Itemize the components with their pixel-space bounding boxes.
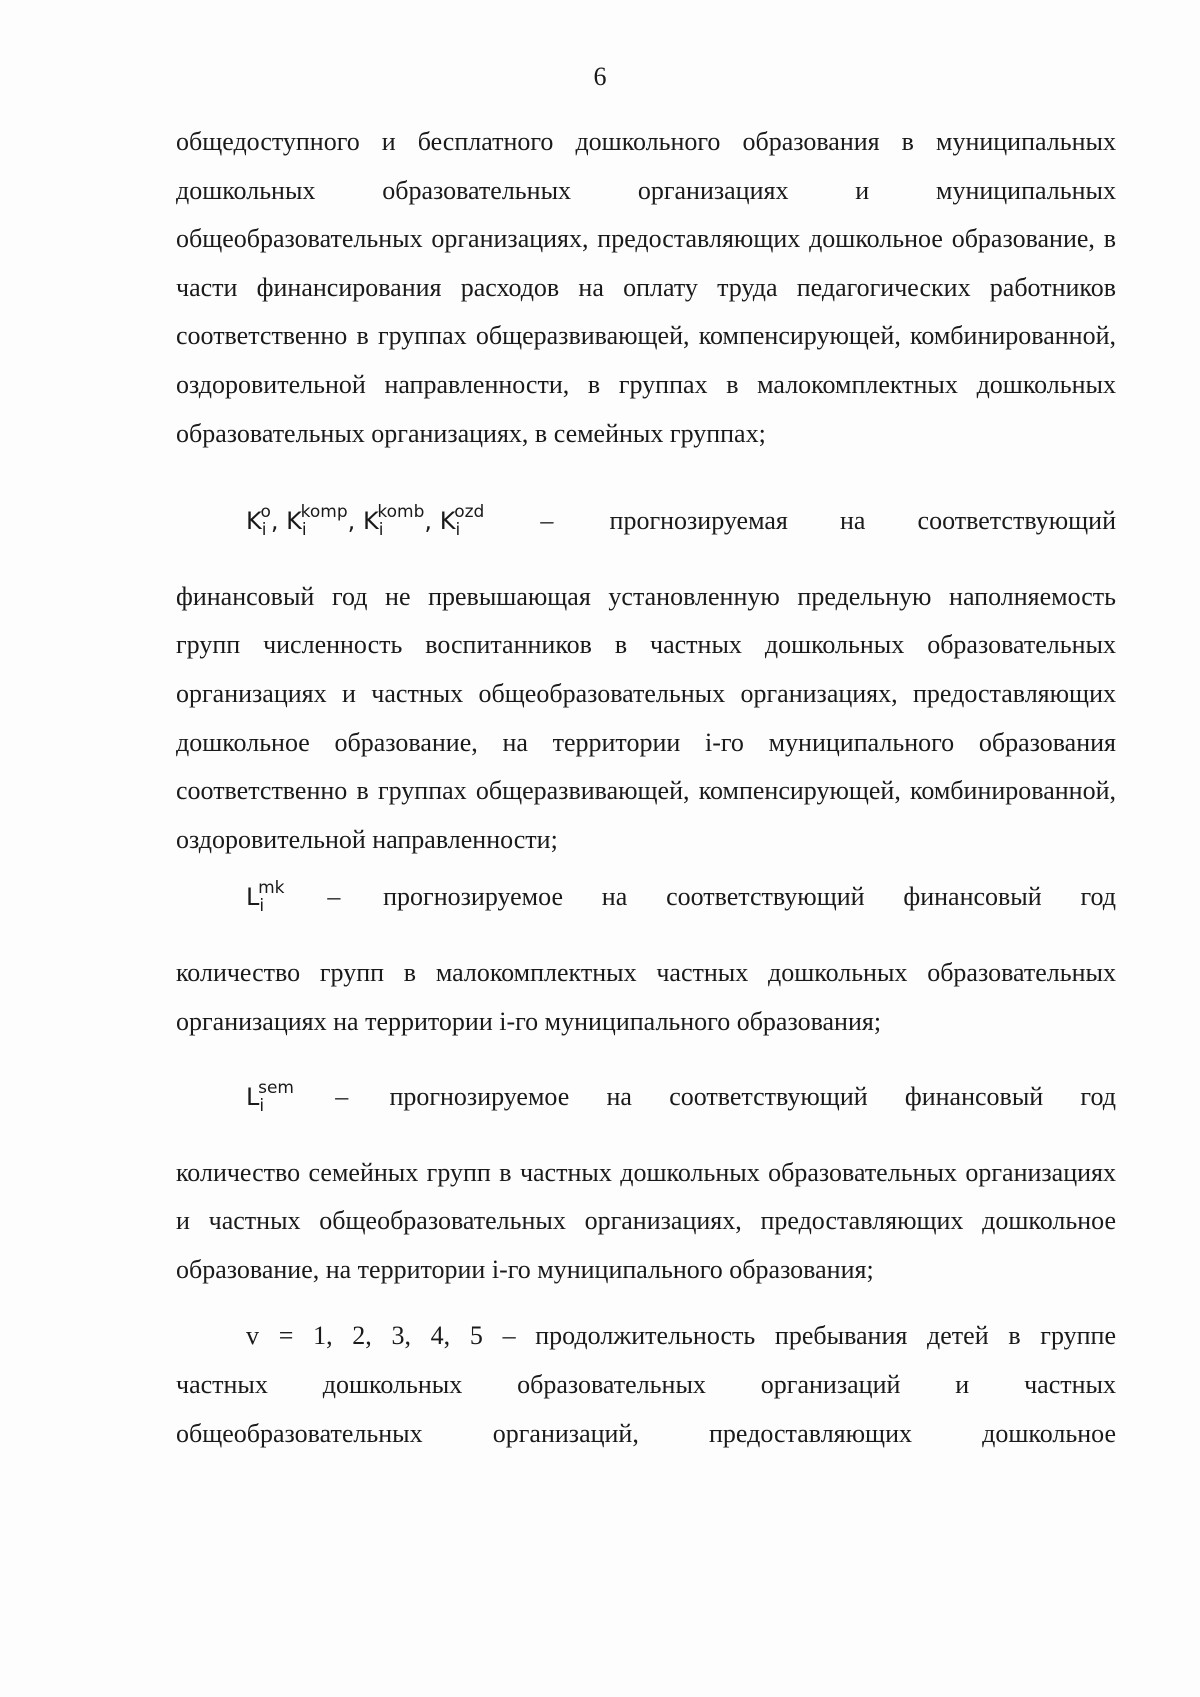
k-letter-komp: K: [286, 507, 302, 536]
sub-i: i: [378, 520, 384, 541]
symbol-k-group: [246, 488, 484, 555]
paragraph-v-definition: частных дошкольных образовательных организаций и частных общеобразовательных организаций, предоставляющих дошкольное: [176, 1370, 1116, 1448]
sub-i: i: [259, 896, 265, 917]
paragraph-lsem-definition: количество семейных групп в частных дошкольных образовательных организациях и частных общеобразовательных организациях, предоставляющих дошкольное образование, на территории i-го муниципального образования;: [176, 1157, 1116, 1284]
comma: ,: [424, 507, 433, 536]
head-word: год: [1080, 1082, 1116, 1112]
k-letter-ozd: K: [439, 507, 456, 536]
k-letter-komb: K: [362, 507, 379, 536]
l-letter: L: [246, 1083, 260, 1112]
comma: ,: [270, 507, 279, 536]
k-letter-o: K: [246, 507, 262, 536]
comma: ,: [347, 507, 356, 536]
paragraph-k-definition: финансовый год не превышающая установленную предельную наполняемость групп численность воспитанников в частных дошкольных образовательных организациях и частных общеобразовательных организациях, предоставляющих дошкольное образование, на территории i-го муниципального образования соответственно в группах общеразвивающей, компенсирующей, комбинированной, оздоровительной направленности;: [176, 581, 1116, 854]
definition-dash: –: [327, 882, 341, 912]
head-word: соответствующий: [666, 882, 865, 912]
formula-line-lsem: [176, 1064, 1116, 1131]
symbol-l-mk: [246, 864, 285, 931]
head-word: финансовый: [904, 1082, 1044, 1112]
formula-line-v: [176, 1312, 1116, 1361]
head-word: год: [1080, 882, 1116, 912]
v-definition-head: v = 1, 2, 3, 4, 5 – продолжительность пребывания детей в группе: [246, 1321, 1116, 1351]
head-word: финансовый: [903, 882, 1042, 912]
sup-o: o: [260, 502, 271, 523]
head-word: на: [839, 506, 866, 536]
page-number: 6: [593, 62, 607, 91]
head-word: на: [601, 882, 628, 912]
paragraph-continuation: общедоступного и бесплатного дошкольного образования в муниципальных дошкольных образовательных организациях и муниципальных общеобразовательных организациях, предоставляющих дошкольное образование, в части финансирования расходов на оплату труда педагогических работников соответственно в группах общеразвивающей, компенсирующей, комбинированной, оздоровительной направленности, в группах в малокомплектных дошкольных образовательных организациях, в семейных группах;: [176, 127, 1116, 448]
head-word: прогнозируемая: [609, 506, 788, 536]
sup-mk: mk: [258, 878, 285, 899]
head-word: прогнозируемое: [389, 1082, 570, 1112]
paragraph-lmk-definition: количество групп в малокомплектных частных дошкольных образовательных организациях на территории i-го муниципального образования;: [176, 957, 1116, 1036]
sub-i: i: [301, 520, 307, 541]
sup-komp: komp: [300, 502, 348, 523]
definition-dash: –: [540, 506, 554, 536]
document-body: [176, 118, 1116, 1458]
definition-dash: –: [335, 1082, 349, 1112]
head-word: соответствующий: [669, 1082, 868, 1112]
head-word: на: [606, 1082, 632, 1112]
sub-i: i: [261, 520, 267, 541]
sup-ozd: ozd: [454, 502, 485, 523]
formula-line-lmk: [176, 864, 1116, 931]
sub-i: i: [455, 520, 461, 541]
formula-line-k: [176, 488, 1116, 555]
sup-sem: sem: [258, 1078, 294, 1099]
l-letter: L: [246, 883, 260, 912]
head-word: прогнозируемое: [383, 882, 563, 912]
sup-komb: komb: [377, 502, 425, 523]
head-word: соответствующий: [917, 506, 1116, 536]
symbol-l-sem: [246, 1064, 294, 1131]
sub-i: i: [259, 1096, 265, 1117]
